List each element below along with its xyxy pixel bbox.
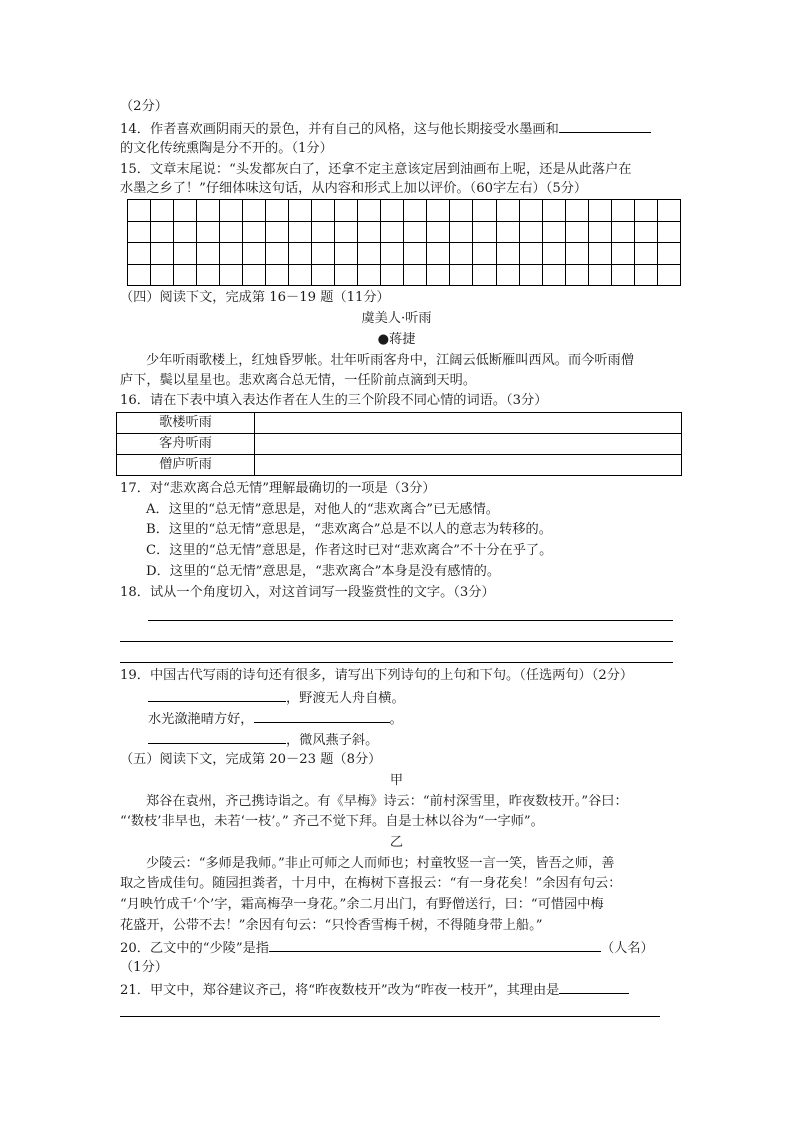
grid-cell[interactable] xyxy=(335,200,358,222)
grid-cell[interactable] xyxy=(151,200,174,222)
grid-cell[interactable] xyxy=(151,221,174,243)
grid-cell[interactable] xyxy=(634,221,657,243)
grid-cell[interactable] xyxy=(381,264,404,286)
grid-cell[interactable] xyxy=(312,243,335,265)
grid-cell[interactable] xyxy=(542,200,565,222)
grid-cell[interactable] xyxy=(404,264,427,286)
table-row-label: 歌楼听雨 xyxy=(117,413,255,434)
passage-b-text-1: 少陵云：“多师是我师。”非止可师之人而师也；村童牧竖一言一笑，皆吾之师，善 xyxy=(146,856,615,871)
score-note: （2分） xyxy=(120,99,168,114)
grid-cell[interactable] xyxy=(473,221,496,243)
answer-blank-14[interactable] xyxy=(559,117,651,133)
question-20-score: （1分） xyxy=(120,960,168,975)
grid-cell[interactable] xyxy=(243,264,266,286)
grid-cell[interactable] xyxy=(266,221,289,243)
question-14-text: 14．作者喜欢画阴雨天的景色，并有自己的风格，这与他长期接受水墨画和 xyxy=(120,122,559,137)
passage-b-text-2: 取之皆成佳句。随园担粪者，十月中，在梅树下喜报云：“有一身花矣！”余因有句云： xyxy=(120,876,622,891)
answer-blank-20[interactable] xyxy=(269,936,601,952)
grid-cell[interactable] xyxy=(404,221,427,243)
grid-cell[interactable] xyxy=(588,200,611,222)
grid-cell[interactable] xyxy=(657,200,680,222)
passage-a-label: 甲 xyxy=(389,773,404,788)
grid-cell[interactable] xyxy=(128,200,151,222)
grid-cell[interactable] xyxy=(312,200,335,222)
question-14-cont: 的文化传统熏陶是分不开的。（1分） xyxy=(120,141,333,156)
poem-text-1: 少年听雨歌楼上，红烛昏罗帐。壮年听雨客舟中，江阔云低断雁叫西风。而今听雨僧 xyxy=(146,353,634,368)
passage-b-text-4: 花盛开，公带不去！”余因有句云：“只怜香雪梅千树，不得随身带上船。” xyxy=(120,918,543,933)
grid-cell[interactable] xyxy=(358,200,381,222)
grid-cell[interactable] xyxy=(220,264,243,286)
grid-cell[interactable] xyxy=(542,243,565,265)
grid-cell[interactable] xyxy=(174,243,197,265)
grid-cell[interactable] xyxy=(588,264,611,286)
grid-cell[interactable] xyxy=(312,221,335,243)
grid-cell[interactable] xyxy=(381,200,404,222)
passage-a-text-1: 郑谷在袁州，齐己携诗诣之。有《早梅》诗云：“前村深雪里，昨夜数枝开。”谷曰： xyxy=(146,794,628,809)
question-21-text: 21．甲文中，郑谷建议齐己，将“昨夜数枝开”改为“昨夜一枝开”，其理由是 xyxy=(120,983,560,998)
grid-cell[interactable] xyxy=(289,243,312,265)
grid-cell[interactable] xyxy=(220,200,243,222)
option-d[interactable]: D．这里的“总无情”意思是，“悲欢离合”本身是没有感情的。 xyxy=(146,564,501,579)
grid-cell[interactable] xyxy=(657,243,680,265)
question-20-suffix: （人名） xyxy=(600,941,654,956)
grid-row xyxy=(128,221,681,243)
grid-cell[interactable] xyxy=(450,200,473,222)
grid-cell[interactable] xyxy=(335,221,358,243)
grid-cell[interactable] xyxy=(358,243,381,265)
question-16: 16．请在下表中填入表达作者在人生的三个阶段不同心情的词语。（3分） xyxy=(120,393,548,408)
answer-line-21[interactable] xyxy=(120,1016,660,1017)
question-19: 19．中国古代写雨的诗句还有很多，请写出下列诗句的上句和下句。（任选两句）（2分） xyxy=(120,668,634,683)
answer-blank-19c[interactable] xyxy=(148,728,286,744)
option-c[interactable]: C．这里的“总无情”意思是，作者这时已对“悲欢离合”不十分在乎了。 xyxy=(146,543,553,558)
question-20 xyxy=(120,936,680,957)
grid-cell[interactable] xyxy=(197,243,220,265)
grid-cell[interactable] xyxy=(289,200,312,222)
grid-cell[interactable] xyxy=(496,264,519,286)
grid-cell[interactable] xyxy=(128,243,151,265)
grid-cell[interactable] xyxy=(335,264,358,286)
grid-cell[interactable] xyxy=(289,221,312,243)
section-5-title: （五）阅读下文，完成第 20－23 题（8分） xyxy=(120,752,382,767)
answer-line-18-1[interactable] xyxy=(148,620,673,621)
poem-line-1 xyxy=(148,686,405,707)
grid-cell[interactable] xyxy=(358,264,381,286)
table-answer-cell[interactable] xyxy=(255,434,682,455)
grid-cell[interactable] xyxy=(174,264,197,286)
answer-line-18-3[interactable] xyxy=(120,662,673,663)
answer-blank-21a[interactable] xyxy=(559,978,629,994)
grid-cell[interactable] xyxy=(243,200,266,222)
grid-cell[interactable] xyxy=(473,200,496,222)
answer-table-16 xyxy=(116,412,682,476)
grid-cell[interactable] xyxy=(657,264,680,286)
question-20-text: 20．乙文中的“少陵”是指 xyxy=(120,941,269,956)
grid-cell[interactable] xyxy=(151,243,174,265)
grid-cell[interactable] xyxy=(335,243,358,265)
grid-cell[interactable] xyxy=(473,264,496,286)
grid-row xyxy=(128,200,681,222)
option-b[interactable]: B．这里的“总无情”意思是，“悲欢离合”总是不以人的意志为转移的。 xyxy=(146,522,552,537)
grid-cell[interactable] xyxy=(404,243,427,265)
grid-cell[interactable] xyxy=(404,200,427,222)
grid-cell[interactable] xyxy=(174,200,197,222)
grid-cell[interactable] xyxy=(634,264,657,286)
table-row xyxy=(117,455,682,476)
grid-cell[interactable] xyxy=(519,221,542,243)
grid-cell[interactable] xyxy=(243,221,266,243)
poem-line-3 xyxy=(148,728,378,749)
grid-cell[interactable] xyxy=(519,243,542,265)
writing-grid[interactable] xyxy=(127,199,681,286)
grid-cell[interactable] xyxy=(427,243,450,265)
section-4-title: （四）阅读下文，完成第 16－19 题（11分） xyxy=(120,290,390,305)
grid-cell[interactable] xyxy=(427,264,450,286)
grid-cell[interactable] xyxy=(381,243,404,265)
passage-a-text-2: “‘数枝’非早也，未若‘一枝’。” 齐己不觉下拜。自是士林以谷为“一字师”。 xyxy=(120,814,544,829)
grid-cell[interactable] xyxy=(358,221,381,243)
poem-line-2-text: 水光潋滟晴方好， xyxy=(148,712,254,727)
grid-cell[interactable] xyxy=(611,200,634,222)
poem-author: ●蒋捷 xyxy=(377,332,416,347)
grid-cell[interactable] xyxy=(266,200,289,222)
grid-cell[interactable] xyxy=(289,264,312,286)
grid-cell[interactable] xyxy=(243,243,266,265)
grid-cell[interactable] xyxy=(128,264,151,286)
option-a[interactable]: A．这里的“总无情”意思是，对他人的“悲欢离合”已无感情。 xyxy=(146,502,499,517)
grid-cell[interactable] xyxy=(542,221,565,243)
grid-cell[interactable] xyxy=(496,243,519,265)
grid-cell[interactable] xyxy=(450,264,473,286)
grid-cell[interactable] xyxy=(220,221,243,243)
grid-cell[interactable] xyxy=(565,221,588,243)
grid-cell[interactable] xyxy=(565,243,588,265)
poem-line-2-end: 。 xyxy=(389,712,403,727)
poem-line-3-text: ，微风燕子斜。 xyxy=(286,733,379,748)
table-row-label: 客舟听雨 xyxy=(117,434,255,455)
grid-row xyxy=(128,243,681,265)
passage-b-label: 乙 xyxy=(389,835,404,850)
grid-cell[interactable] xyxy=(565,200,588,222)
grid-cell[interactable] xyxy=(174,221,197,243)
grid-cell[interactable] xyxy=(634,243,657,265)
question-15-cont: 水墨之乡了！”仔细体味这句话，从内容和形式上加以评价。（60字左右）（5分） xyxy=(120,181,588,196)
answer-line-18-2[interactable] xyxy=(120,641,673,642)
grid-cell[interactable] xyxy=(197,221,220,243)
poem-line-2 xyxy=(148,707,403,728)
table-row xyxy=(117,413,682,434)
poem-text-2: 庐下，鬓以星星也。悲欢离合总无情，一任阶前点滴到天明。 xyxy=(120,373,477,388)
grid-cell[interactable] xyxy=(266,243,289,265)
poem-title: 虞美人·听雨 xyxy=(361,311,432,326)
grid-cell[interactable] xyxy=(197,200,220,222)
grid-cell[interactable] xyxy=(312,264,335,286)
grid-cell[interactable] xyxy=(657,221,680,243)
table-answer-cell[interactable] xyxy=(255,413,682,434)
poem-line-1-text: ，野渡无人舟自横。 xyxy=(286,691,405,706)
table-row-label: 僧庐听雨 xyxy=(117,455,255,476)
grid-cell[interactable] xyxy=(611,243,634,265)
grid-cell[interactable] xyxy=(128,221,151,243)
grid-cell[interactable] xyxy=(473,243,496,265)
grid-cell[interactable] xyxy=(427,221,450,243)
grid-cell[interactable] xyxy=(519,200,542,222)
grid-cell[interactable] xyxy=(197,264,220,286)
grid-cell[interactable] xyxy=(496,200,519,222)
grid-cell[interactable] xyxy=(588,243,611,265)
grid-cell[interactable] xyxy=(151,264,174,286)
question-14 xyxy=(120,117,651,138)
grid-cell[interactable] xyxy=(565,264,588,286)
grid-cell[interactable] xyxy=(220,243,243,265)
grid-cell[interactable] xyxy=(427,200,450,222)
table-row xyxy=(117,434,682,455)
table-answer-cell[interactable] xyxy=(255,455,682,476)
grid-cell[interactable] xyxy=(588,221,611,243)
question-15: 15．文章末尾说：“头发都灰白了，还拿不定主意该定居到油画布上呢，还是从此落户在 xyxy=(120,162,632,177)
question-21 xyxy=(120,978,629,999)
grid-cell[interactable] xyxy=(611,264,634,286)
passage-b-text-3: “月映竹成千‘个’字，霜高梅孕一身花。”余二月出门，有野僧送行，曰：“可惜园中梅 xyxy=(120,897,604,912)
grid-cell[interactable] xyxy=(496,221,519,243)
grid-cell[interactable] xyxy=(634,200,657,222)
grid-cell[interactable] xyxy=(381,221,404,243)
question-18: 18．试从一个角度切入，对这首词写一段鉴赏性的文字。（3分） xyxy=(120,585,495,600)
grid-cell[interactable] xyxy=(266,264,289,286)
question-17: 17．对“悲欢离合总无情”理解最确切的一项是（3分） xyxy=(120,481,436,496)
grid-cell[interactable] xyxy=(450,243,473,265)
grid-cell[interactable] xyxy=(519,264,542,286)
answer-blank-19a[interactable] xyxy=(148,686,286,702)
grid-row xyxy=(128,264,681,286)
grid-cell[interactable] xyxy=(542,264,565,286)
answer-blank-19b[interactable] xyxy=(254,707,390,723)
grid-cell[interactable] xyxy=(611,221,634,243)
grid-cell[interactable] xyxy=(450,221,473,243)
